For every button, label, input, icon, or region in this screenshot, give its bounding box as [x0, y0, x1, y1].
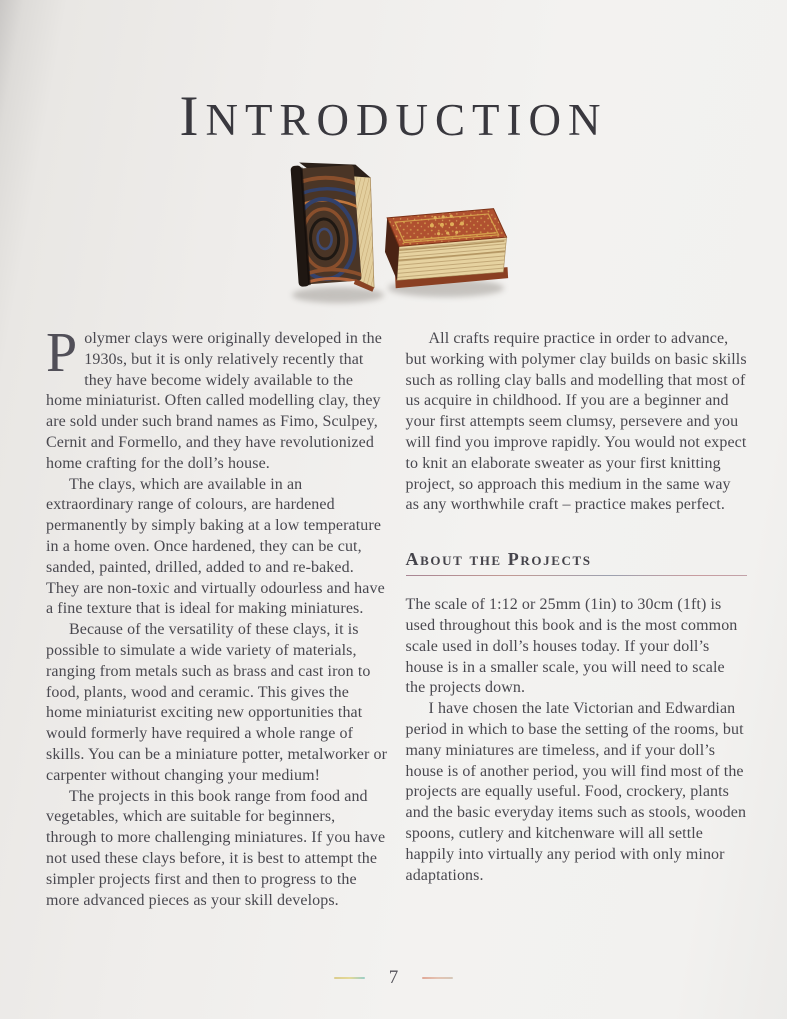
lying-leather-book — [383, 205, 510, 292]
right-column — [406, 329, 748, 911]
drop-cap: P — [46, 322, 78, 384]
title-initial: I — [179, 85, 206, 148]
paragraph-clay-properties: The clays, which are available in an extraordinary range of colours, are hardened permanently by simply baking at a low temperature in a home oven. Once hardened, they can be cut, sanded, painted, drilled, added to and re-baked. They are non-toxic and virtually odourless and have a fine texture that is ideal for making miniatures. — [46, 475, 385, 618]
paragraph-period: I have chosen the late Victorian and Edwardian period in which to base the setting of the rooms, but many miniatures are timeless, and if your doll’s house is of another period, you will find most of the projects are equally useful. Food, crockery, plants and the basic everyday items such as stools, wooden spoons, cutlery and kitchenware will all settle happily into virtually any period with only minor adaptations. — [405, 700, 747, 884]
paragraph-versatility: Because of the versatility of these clays, it is possible to simulate a wide variety of materials, ranging from metals such as brass and cast iron to food, plants, wood and ceramic. This gives the home miniaturist exciting new opportunities that would formerly have required a whole range of skills. You can be a miniature potter, metalworker or carpenter without changing your medium! — [46, 621, 388, 784]
paragraph-scale: The scale of 1:12 or 25mm (1in) to 30cm (1ft) is used throughout this book and is the most common scale used in doll’s houses today. If your doll’s house is in a smaller scale, you will need to scale the projects down. — [405, 596, 738, 697]
text-columns — [46, 322, 747, 911]
page-number: 7 — [388, 967, 399, 988]
page-title — [0, 0, 787, 148]
page-footer — [0, 967, 787, 989]
section-heading-about-the-projects: About the Projects — [406, 549, 748, 576]
paragraph-polymer-clays — [46, 322, 388, 475]
left-column — [46, 322, 388, 911]
paragraph-practice: All crafts require practice in order to advance, but working with polymer clay builds on basic skills such as rolling clay balls and modelling that most of us acquire in childhood. If you are a beginner and your first attempts seem clumsy, persevere and you will find you improve rapidly. You would not expect to knit an elaborate sweater as your first knitting project, so approach this medium in the same way as any worthwhile craft – practice makes perfect. — [405, 330, 747, 514]
miniature-books-photo — [0, 151, 787, 313]
paragraph-projects-range: The projects in this book range from food and vegetables, which are suitable for beginners, through to more challenging miniatures. If you have not used these clays before, it is best to attempt the simpler projects first and then to progress to the more advanced pieces as your skill develops. — [46, 787, 386, 909]
paragraph-polymer-clays-text: olymer clays were originally developed in the 1930s, but it is only relatively recently that they have become widely available to the home miniaturist. Often called modelling clay, they are sold under such brand names as Fimo, Sculpey, Cernit and Formello, and they have revolutionized home crafting for the doll’s house. — [46, 330, 382, 472]
page-number-dash-right — [422, 977, 453, 979]
title-rest: NTRODUCTION — [205, 95, 608, 145]
standing-marbled-book — [289, 158, 378, 297]
miniature-books-illustration — [268, 152, 520, 312]
page-number-dash-left — [334, 977, 365, 979]
